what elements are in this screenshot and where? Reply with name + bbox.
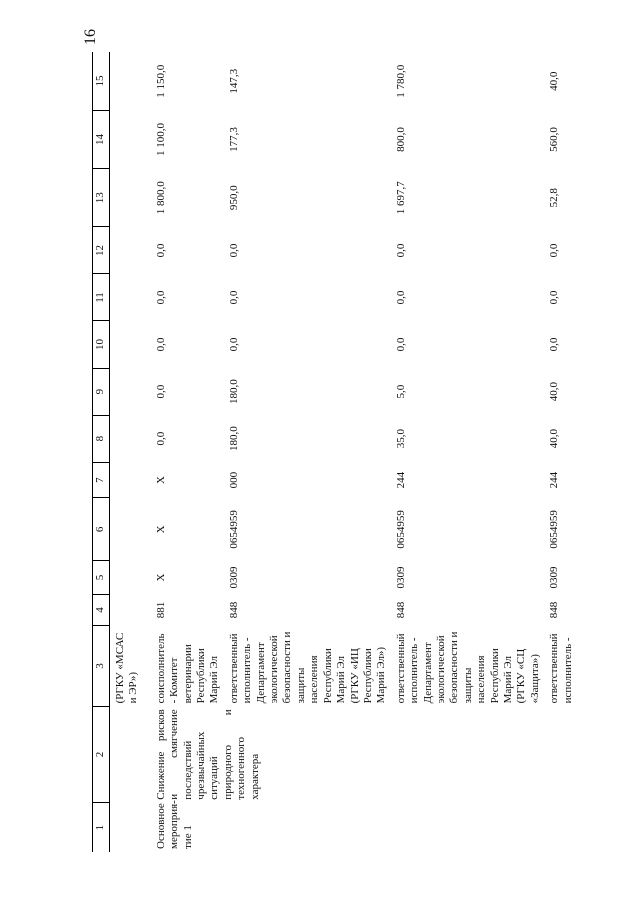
rotated-page xyxy=(92,52,632,852)
column-header: 4 xyxy=(93,594,110,625)
value-cell: 40,0 xyxy=(548,381,561,402)
rz-cell: 0309 xyxy=(394,566,407,589)
value-cell: 0,0 xyxy=(394,337,407,352)
column-header: 10 xyxy=(93,321,110,368)
grbs-cell: 848 xyxy=(548,601,561,619)
value-cell: 40,0 xyxy=(548,71,561,91)
csr-cell: 0654959 xyxy=(394,510,407,549)
value-cell: 0,0 xyxy=(154,243,167,258)
executor-cell: ответственный исполнитель - Департамент экологической безопасности и защиты населения Республики Марий Эл (РГКУ «СЦ «Защита») xyxy=(394,631,541,704)
value-cell: 40,0 xyxy=(548,429,561,449)
value-cell: 1 800,0 xyxy=(154,181,167,215)
value-cell: 180,0 xyxy=(227,426,240,451)
rz-cell: 0309 xyxy=(227,566,240,589)
value-cell: 0,0 xyxy=(154,431,167,446)
value-cell: 0,0 xyxy=(394,290,407,305)
value-cell: 800,0 xyxy=(394,127,407,152)
column-header: 12 xyxy=(93,227,110,274)
value-cell: 5,0 xyxy=(394,384,407,399)
value-cell: 35,0 xyxy=(394,429,407,449)
table-row xyxy=(149,52,222,852)
continuation-text: (РГКУ «МСАС и ЭР») xyxy=(114,632,140,704)
column-header: 11 xyxy=(93,274,110,321)
value-cell: 1 697,7 xyxy=(394,181,407,215)
vr-cell: 244 xyxy=(548,471,561,489)
value-cell: 0,0 xyxy=(227,337,240,352)
executor-cell: ответственный исполнитель - xyxy=(548,633,574,704)
value-cell: 0,0 xyxy=(548,243,561,258)
csr-cell: 0654959 xyxy=(548,510,561,549)
csr-cell: 0654959 xyxy=(227,510,240,549)
continuation-row xyxy=(110,52,149,852)
grbs-cell: 848 xyxy=(227,601,240,619)
value-cell: 177,3 xyxy=(227,127,240,152)
column-header: 2 xyxy=(93,706,110,802)
column-header: 1 xyxy=(93,803,110,852)
column-header: 3 xyxy=(93,626,110,707)
value-cell: 0,0 xyxy=(548,337,561,352)
value-cell: 52,8 xyxy=(548,188,561,208)
column-header: 5 xyxy=(93,561,110,595)
value-cell: 0,0 xyxy=(154,337,167,352)
column-header: 14 xyxy=(93,110,110,168)
value-cell: 560,0 xyxy=(548,127,561,152)
value-cell: 0,0 xyxy=(227,243,240,258)
vr-cell: 244 xyxy=(394,471,407,489)
column-header: 6 xyxy=(93,498,110,561)
measure-name: Основное мероприя-тие 1 xyxy=(154,800,194,849)
value-cell: 1 100,0 xyxy=(154,123,167,157)
vr-cell: 000 xyxy=(227,471,240,489)
value-cell: 147,3 xyxy=(227,68,240,94)
value-cell: 180,0 xyxy=(227,379,240,404)
value-cell: 0,0 xyxy=(548,290,561,305)
executor-cell: соисполнитель - Комитет ветеринарии Республики Марий Эл xyxy=(154,633,221,704)
value-cell: 1 780,0 xyxy=(394,64,407,98)
grbs-cell: 848 xyxy=(394,601,407,619)
rz-cell: X xyxy=(154,573,167,582)
value-cell: 0,0 xyxy=(394,243,407,258)
resource-table xyxy=(92,52,575,852)
column-header: 15 xyxy=(93,52,110,110)
column-number-row xyxy=(93,52,110,852)
value-cell: 950,0 xyxy=(227,185,240,211)
value-cell: 0,0 xyxy=(154,384,167,399)
measure-title: Снижение рисков и смягчение последствий чрезвычайных ситуаций природного и техногенного характера xyxy=(154,709,261,800)
page-number: 16 xyxy=(82,29,99,45)
vr-cell: X xyxy=(154,476,167,485)
value-cell: 0,0 xyxy=(227,290,240,305)
column-header: 8 xyxy=(93,415,110,462)
csr-cell: X xyxy=(154,525,167,534)
column-header: 13 xyxy=(93,169,110,227)
value-cell: 1 150,0 xyxy=(154,64,167,98)
rz-cell: 0309 xyxy=(548,566,561,589)
column-header: 7 xyxy=(93,462,110,498)
value-cell: 0,0 xyxy=(154,290,167,305)
grbs-cell: 881 xyxy=(154,601,167,619)
column-header: 9 xyxy=(93,368,110,415)
executor-cell: ответственный исполнитель - Департамент экологической безопасности и защиты населения Республики Марий Эл (РГКУ «ИЦ Республики Марий Эл») xyxy=(227,631,388,704)
